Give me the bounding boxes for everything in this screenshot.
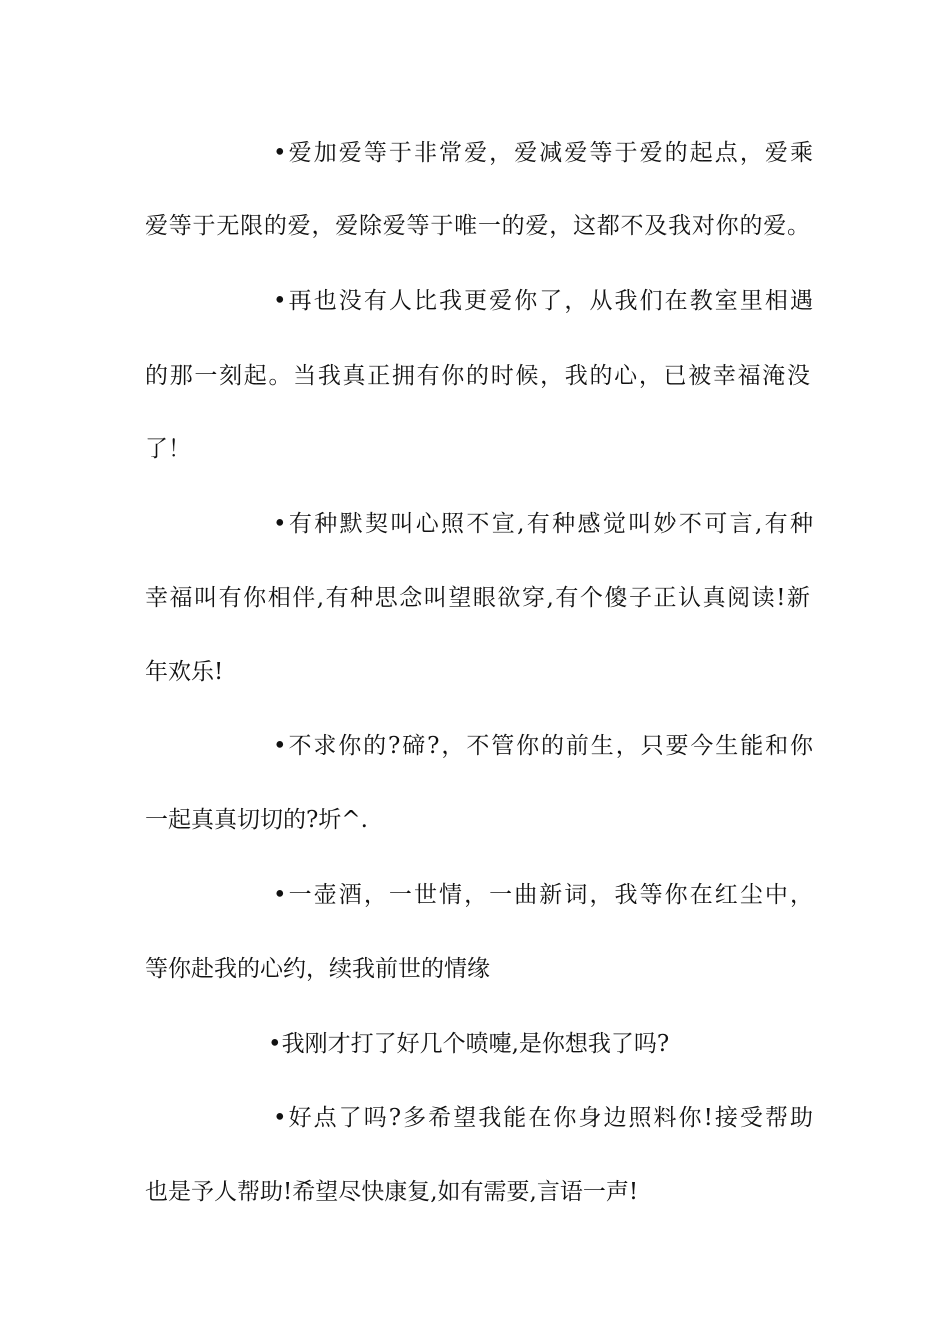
paragraph-5-line-2: 等你赴我的心约，续我前世的情缘 [145,956,490,982]
paragraph-3-line-2: 幸福叫有你相伴,有种思念叫望眼欲穿,有个傻子正认真阅读!新 [145,585,810,611]
paragraph-1-line-1: •爱加爱等于非常爱，爱减爱等于爱的起点，爱乘 [273,140,813,166]
paragraph-1-line-2: 爱等于无限的爱，爱除爱等于唯一的爱，这都不及我对你的爱。 [145,213,810,239]
paragraph-6-line-1: •我刚才打了好几个喷嚏,是你想我了吗? [268,1031,670,1057]
paragraph-2-line-1: •再也没有人比我更爱你了，从我们在教室里相遇 [273,288,813,314]
paragraph-3-line-3: 年欢乐! [145,659,224,685]
paragraph-2-line-2: 的那一刻起。当我真正拥有你的时候，我的心，已被幸福淹没 [145,363,810,389]
paragraph-5-line-1: •一壶酒，一世情，一曲新词，我等你在红尘中， [273,882,813,908]
paragraph-4-line-1: •不求你的?碲?，不管你的前生，只要今生能和你 [273,733,813,759]
paragraph-4-line-2: 一起真真切切的?圻^. [145,807,368,833]
paragraph-7-line-1: •好点了吗?多希望我能在你身边照料你!接受帮助 [273,1105,813,1131]
paragraph-7-line-2: 也是予人帮助!希望尽快康复,如有需要,言语一声! [145,1179,639,1205]
paragraph-3-line-1: •有种默契叫心照不宣,有种感觉叫妙不可言,有种 [273,511,813,537]
paragraph-2-line-3: 了！ [145,436,191,462]
